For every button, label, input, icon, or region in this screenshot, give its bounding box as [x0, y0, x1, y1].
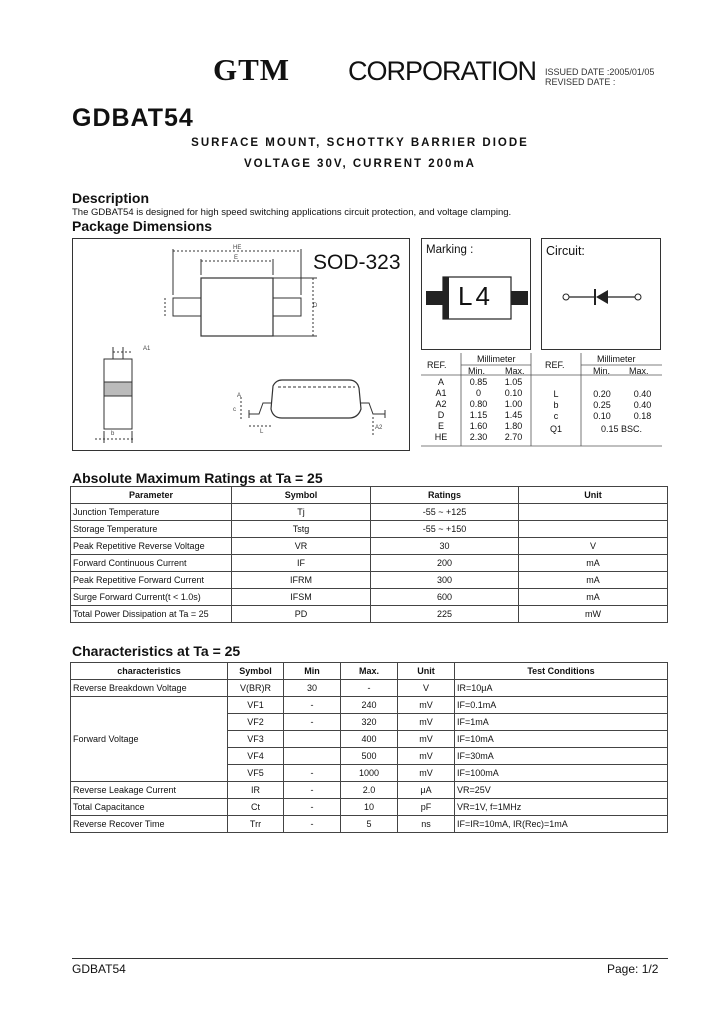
- param: Peak Repetitive Forward Current: [71, 572, 232, 589]
- param: Surge Forward Current(t < 1.0s): [71, 589, 232, 606]
- dim-min: 1.15: [469, 410, 488, 420]
- dim-mm-header-left: Millimeter: [477, 354, 516, 364]
- symbol: VF2: [228, 714, 284, 731]
- min: -: [284, 714, 341, 731]
- dim-ref: L: [553, 389, 559, 399]
- corporation-title: CORPORATION: [348, 56, 537, 86]
- unit: [519, 521, 668, 538]
- unit: V: [398, 680, 455, 697]
- dim-ref: A1: [435, 388, 447, 398]
- characteristic: Reverse Breakdown Voltage: [71, 680, 228, 697]
- symbol: VF4: [228, 748, 284, 765]
- rating: 300: [371, 572, 519, 589]
- part-number: GDBAT54: [72, 104, 194, 132]
- symbol: VF1: [228, 697, 284, 714]
- unit: mV: [398, 765, 455, 782]
- table-header-row: [71, 663, 668, 680]
- symbol: IFRM: [232, 572, 371, 589]
- chars-table: [70, 662, 668, 833]
- test-condition: IF=1mA: [455, 714, 668, 731]
- table-row: [71, 504, 668, 521]
- dim-label-l: L: [260, 429, 264, 435]
- col-symbol: Symbol: [232, 487, 371, 504]
- dim-ref: A: [437, 377, 444, 387]
- min: -: [284, 799, 341, 816]
- dim-ref: Q1: [549, 423, 562, 434]
- symbol: Tj: [232, 504, 371, 521]
- table-row: [71, 572, 668, 589]
- dim-min: 0.20: [593, 389, 611, 399]
- dim-row: [421, 399, 531, 410]
- issued-date: ISSUED DATE :2005/01/05: [545, 67, 655, 77]
- rating: -55 ~ +125: [371, 504, 519, 521]
- page-number: Page: 1/2: [607, 962, 659, 976]
- param: Junction Temperature: [71, 504, 232, 521]
- dim-ref: b: [553, 400, 559, 410]
- dim-row: [421, 421, 531, 432]
- max: 400: [341, 731, 398, 748]
- unit: [519, 504, 668, 521]
- col-characteristics: characteristics: [71, 663, 228, 680]
- document-dates: [545, 67, 654, 87]
- dim-ref: E: [437, 421, 444, 431]
- dim-max-header-left: Max.: [505, 366, 525, 376]
- col-unit: Unit: [519, 487, 668, 504]
- dim-row: [531, 422, 662, 436]
- dim-label-he: HE: [233, 245, 242, 251]
- test-condition: VR=1V, f=1MHz: [455, 799, 668, 816]
- max: 240: [341, 697, 398, 714]
- dim-label-a2: A2: [375, 425, 383, 431]
- dim-row: [531, 389, 662, 400]
- param: Peak Repetitive Reverse Voltage: [71, 538, 232, 555]
- table-row: [71, 799, 668, 816]
- table-header-row: [71, 487, 668, 504]
- dim-min: 0: [475, 388, 481, 398]
- dim-max: 2.70: [504, 432, 523, 442]
- dim-min: 2.30: [469, 432, 488, 442]
- dim-ref-header-left: REF.: [427, 360, 447, 370]
- dim-min: 0.25: [593, 400, 611, 410]
- test-condition: IF=30mA: [455, 748, 668, 765]
- rating: 30: [371, 538, 519, 555]
- dim-max-header-right: Max.: [629, 366, 649, 376]
- unit: pF: [398, 799, 455, 816]
- description-heading: Description: [72, 190, 150, 206]
- marking-code: L4: [458, 281, 493, 311]
- min: -: [284, 765, 341, 782]
- dim-max: 0.40: [633, 400, 652, 410]
- unit: mA: [519, 555, 668, 572]
- dim-min: 0.80: [469, 399, 488, 409]
- symbol: Ct: [228, 799, 284, 816]
- table-row: [71, 697, 668, 714]
- unit: mV: [398, 748, 455, 765]
- abs-max-table: [70, 486, 668, 623]
- table-row: [71, 538, 668, 555]
- unit: mA: [519, 589, 668, 606]
- rating: 225: [371, 606, 519, 623]
- symbol: VF3: [228, 731, 284, 748]
- table-row: [71, 589, 668, 606]
- subtitle-type: SURFACE MOUNT, SCHOTTKY BARRIER DIODE: [191, 137, 529, 149]
- dim-rows-left: [421, 377, 531, 443]
- subtitle-rating: VOLTAGE 30V, CURRENT 200mA: [243, 158, 476, 170]
- dim-max: 1.45: [504, 410, 523, 420]
- circuit-label: Circuit:: [546, 244, 585, 258]
- col-parameter: Parameter: [71, 487, 232, 504]
- unit: V: [519, 538, 668, 555]
- dim-min: 1.60: [469, 421, 488, 431]
- dim-max: 1.05: [504, 377, 523, 387]
- dim-label-c: c: [233, 407, 236, 413]
- min: -: [284, 816, 341, 833]
- unit: mV: [398, 714, 455, 731]
- dim-mm-header-right: Millimeter: [597, 354, 636, 364]
- col-ratings: Ratings: [371, 487, 519, 504]
- chars-heading: Characteristics at Ta = 25: [72, 643, 241, 659]
- unit: μA: [398, 782, 455, 799]
- min: -: [284, 782, 341, 799]
- max: 5: [341, 816, 398, 833]
- table-row: [71, 521, 668, 538]
- table-row: [71, 680, 668, 697]
- dim-rows-right: [531, 389, 662, 436]
- unit: mV: [398, 731, 455, 748]
- max: 10: [341, 799, 398, 816]
- unit: mV: [398, 697, 455, 714]
- dim-row: [421, 388, 531, 399]
- dim-row: [531, 411, 662, 422]
- footer-part-number: GDBAT54: [72, 962, 126, 976]
- max: 1000: [341, 765, 398, 782]
- max: 500: [341, 748, 398, 765]
- dim-min-header-right: Min.: [593, 366, 611, 376]
- dim-row: [421, 432, 531, 443]
- characteristic: Forward Voltage: [71, 697, 228, 782]
- package-type: SOD-323: [313, 251, 401, 274]
- min: [284, 748, 341, 765]
- symbol: Trr: [228, 816, 284, 833]
- symbol: VF5: [228, 765, 284, 782]
- symbol: VR: [232, 538, 371, 555]
- dim-span: 0.15 BSC.: [600, 423, 643, 434]
- package-drawing: [72, 238, 410, 451]
- dimension-table: [421, 353, 662, 447]
- col-test-conditions: Test Conditions: [455, 663, 668, 680]
- dim-max: 0.18: [633, 411, 652, 421]
- test-condition: IF=100mA: [455, 765, 668, 782]
- test-condition: IR=10μA: [455, 680, 668, 697]
- description-text: The GDBAT54 is designed for high speed switching applications circuit protection, and voltage clamping.: [72, 207, 512, 218]
- rating: -55 ~ +150: [371, 521, 519, 538]
- dim-ref: D: [437, 410, 445, 420]
- symbol: Tstg: [232, 521, 371, 538]
- dim-max: 1.00: [504, 399, 523, 409]
- dim-ref: A2: [435, 399, 447, 409]
- param: Total Power Dissipation at Ta = 25: [71, 606, 232, 623]
- abs-max-heading: Absolute Maximum Ratings at Ta = 25: [72, 470, 323, 486]
- col-max: Max.: [341, 663, 398, 680]
- symbol: PD: [232, 606, 371, 623]
- dim-min-header-left: Min.: [468, 366, 486, 376]
- symbol: V(BR)R: [228, 680, 284, 697]
- param: Storage Temperature: [71, 521, 232, 538]
- dim-label-a1: A1: [143, 346, 151, 352]
- unit: mA: [519, 572, 668, 589]
- dim-max: 1.80: [504, 421, 523, 431]
- marking-label: Marking :: [426, 244, 474, 256]
- revised-date: REVISED DATE :: [545, 77, 616, 87]
- dim-max: 0.10: [504, 388, 523, 398]
- rating: 600: [371, 589, 519, 606]
- min: 30: [284, 680, 341, 697]
- package-heading: Package Dimensions: [72, 218, 213, 234]
- param: Forward Continuous Current: [71, 555, 232, 572]
- table-row: [71, 782, 668, 799]
- dim-label-b: b: [111, 431, 115, 437]
- symbol: IR: [228, 782, 284, 799]
- footer-divider: [72, 958, 668, 959]
- max: -: [341, 680, 398, 697]
- dim-min: 0.85: [469, 377, 488, 387]
- rating: 200: [371, 555, 519, 572]
- col-min: Min: [284, 663, 341, 680]
- dim-ref-header-right: REF.: [545, 360, 565, 370]
- dim-row: [421, 377, 531, 388]
- dim-max: 0.40: [633, 389, 652, 399]
- unit: mW: [519, 606, 668, 623]
- unit: ns: [398, 816, 455, 833]
- table-row: [71, 816, 668, 833]
- dim-row: [531, 400, 662, 411]
- characteristic: Reverse Recover Time: [71, 816, 228, 833]
- table-row: [71, 606, 668, 623]
- col-symbol: Symbol: [228, 663, 284, 680]
- max: 2.0: [341, 782, 398, 799]
- max: 320: [341, 714, 398, 731]
- dim-label-d: D: [313, 303, 318, 309]
- col-unit: Unit: [398, 663, 455, 680]
- min: [284, 731, 341, 748]
- characteristic: Reverse Leakage Current: [71, 782, 228, 799]
- dim-ref: HE: [434, 432, 448, 442]
- test-condition: IF=IR=10mA, IR(Rec)=1mA: [455, 816, 668, 833]
- table-row: [71, 555, 668, 572]
- test-condition: VR=25V: [455, 782, 668, 799]
- test-condition: IF=0.1mA: [455, 697, 668, 714]
- dim-label-e: E: [234, 255, 239, 261]
- brand-logo: GTM: [213, 52, 291, 87]
- characteristic: Total Capacitance: [71, 799, 228, 816]
- dim-ref: c: [553, 411, 559, 421]
- test-condition: IF=10mA: [455, 731, 668, 748]
- min: -: [284, 697, 341, 714]
- dim-label-a: A: [237, 393, 242, 399]
- symbol: IFSM: [232, 589, 371, 606]
- symbol: IF: [232, 555, 371, 572]
- dim-row: [421, 410, 531, 421]
- dim-min: 0.10: [593, 411, 611, 421]
